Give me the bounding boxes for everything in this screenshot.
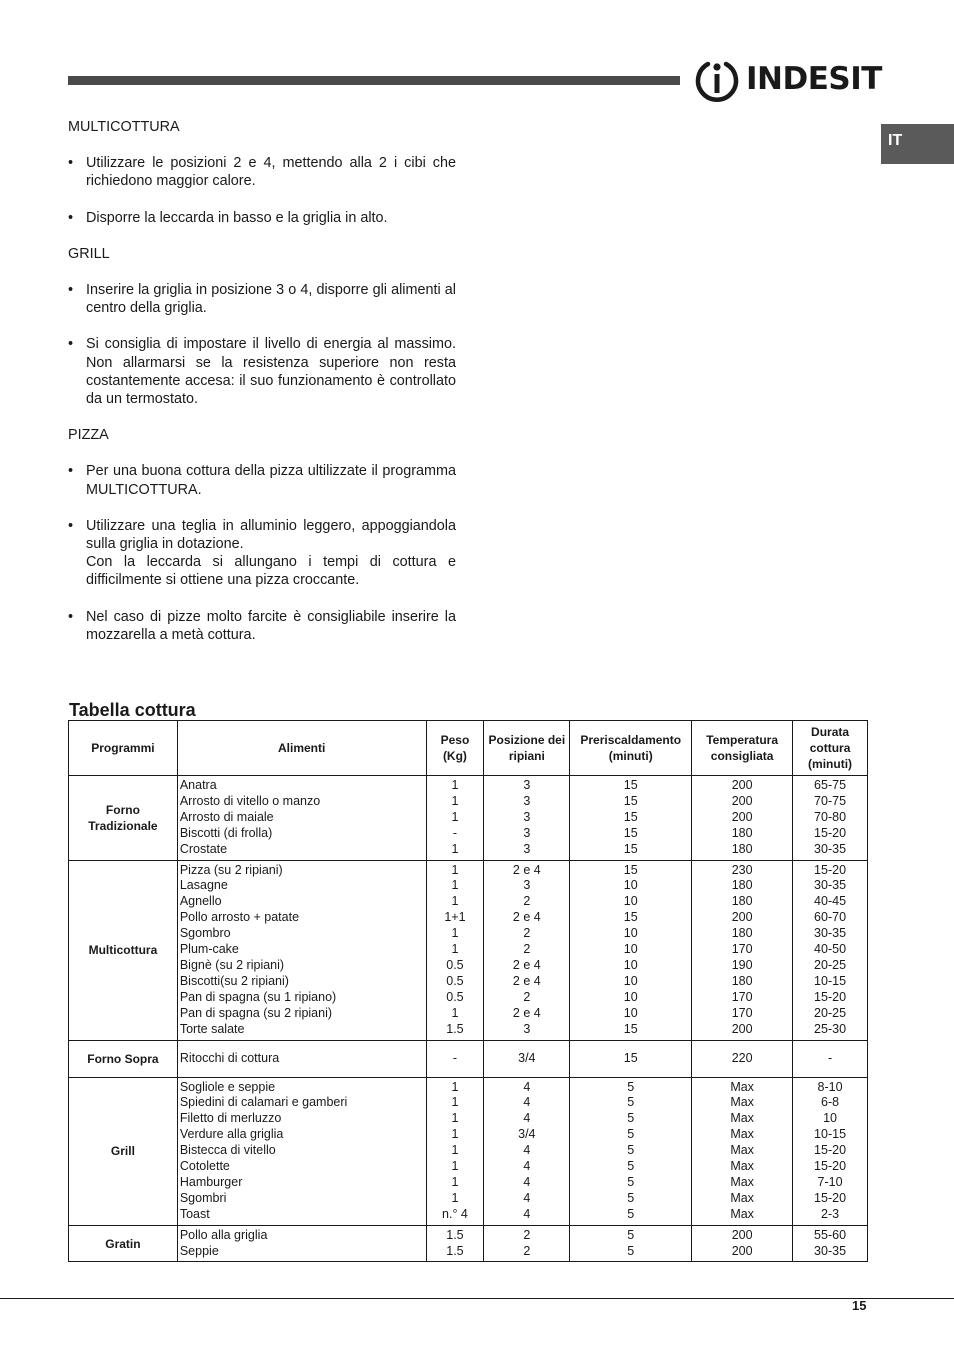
- cell-preriscaldamento: [570, 860, 692, 1040]
- cell-value: 2: [523, 989, 531, 1004]
- bullet-icon: •: [68, 517, 74, 534]
- cell-value: Bignè (su 2 ripiani): [179, 957, 285, 972]
- cell-posizione: [484, 1040, 570, 1077]
- indesit-logo-icon: [694, 56, 740, 102]
- cell-value: 3: [523, 825, 531, 840]
- cell-value: Pollo alla griglia: [179, 1227, 268, 1242]
- cell-value: 5: [627, 1079, 635, 1094]
- cell-value: 220: [731, 1050, 753, 1065]
- cell-value: 3/4: [518, 1050, 536, 1065]
- cell-value: 1: [451, 1159, 459, 1174]
- cell-value: 6-8: [821, 1095, 840, 1110]
- header-alimenti: Alimenti: [177, 721, 426, 776]
- cooking-table: [68, 720, 868, 1262]
- cell-value: Spiedini di calamari e gamberi: [179, 1095, 348, 1110]
- cell-value: Crostate: [179, 841, 228, 856]
- cell-value: 15: [623, 1021, 638, 1036]
- cell-value: 10-15: [814, 1127, 847, 1142]
- cell-value: 30-35: [814, 841, 847, 856]
- cell-value: Sgombro: [179, 926, 231, 941]
- bullet-icon: •: [68, 209, 74, 226]
- cell-temperatura: [692, 860, 793, 1040]
- cell-value: 10: [623, 957, 638, 972]
- table-row: [69, 1225, 868, 1262]
- cell-value: 170: [731, 942, 753, 957]
- section-title: PIZZA: [68, 427, 109, 444]
- cell-value: Max: [730, 1206, 754, 1221]
- bullet-paragraph: Si consiglia di impostare il livello di energia al massimo. Non allarmarsi se la resistenza superiore non resta costantemente accesa: il suo funzionamento è controllato da un termostato.: [86, 336, 456, 408]
- cell-value: 180: [731, 825, 753, 840]
- cell-value: Max: [730, 1159, 754, 1174]
- bullet-item: [68, 281, 456, 317]
- bullet-text: [86, 335, 456, 408]
- table-row: [69, 776, 868, 861]
- bullet-icon: •: [68, 608, 74, 625]
- cell-value: 180: [731, 841, 753, 856]
- cell-preriscaldamento: [570, 1225, 692, 1262]
- table-row: [69, 1077, 868, 1225]
- cell-value: 2: [523, 942, 531, 957]
- page-number: 15: [852, 1298, 867, 1313]
- cell-value: 15-20: [814, 989, 847, 1004]
- cell-value: 2 e 4: [512, 973, 541, 988]
- cell-value: 4: [523, 1190, 531, 1205]
- cell-value: 180: [731, 894, 753, 909]
- cell-value: 30-35: [814, 1243, 847, 1258]
- cell-value: 2: [523, 894, 531, 909]
- cell-value: 1: [451, 1190, 459, 1205]
- cell-value: 20-25: [814, 1005, 847, 1020]
- cell-value: Max: [730, 1095, 754, 1110]
- cell-value: 2 e 4: [512, 957, 541, 972]
- cell-value: 15-20: [814, 1159, 847, 1174]
- cell-value: Toast: [179, 1206, 210, 1221]
- cell-value: Filetto di merluzzo: [179, 1111, 282, 1126]
- cell-value: 4: [523, 1079, 531, 1094]
- cell-value: 15-20: [814, 1143, 847, 1158]
- cell-value: 5: [627, 1243, 635, 1258]
- table-row: [69, 1040, 868, 1077]
- cell-value: 170: [731, 1005, 753, 1020]
- cell-value: 15: [623, 841, 638, 856]
- cell-foods: [177, 860, 426, 1040]
- cell-value: 180: [731, 878, 753, 893]
- cell-value: 15: [623, 778, 638, 792]
- cell-value: 1.5: [446, 1021, 464, 1036]
- header-peso: Peso (Kg): [426, 721, 484, 776]
- cell-value: -: [827, 1050, 833, 1065]
- cell-value: 20-25: [814, 957, 847, 972]
- bullet-text: [86, 281, 456, 317]
- bullet-icon: •: [68, 336, 74, 353]
- cell-value: 1: [451, 862, 459, 877]
- bullet-text: [86, 209, 456, 227]
- cell-value: Max: [730, 1174, 754, 1189]
- cell-value: 1: [451, 1111, 459, 1126]
- header-programmi: Programmi: [69, 721, 178, 776]
- cell-value: Cotolette: [179, 1159, 230, 1174]
- section-title: GRILL: [68, 245, 110, 262]
- cell-value: 1: [451, 1174, 459, 1189]
- cell-value: 1: [451, 1143, 459, 1158]
- cell-value: Arrosto di vitello o manzo: [179, 793, 321, 808]
- bullet-item: [68, 209, 456, 227]
- cell-value: 15: [623, 809, 638, 824]
- cell-durata: [793, 776, 868, 861]
- cell-value: 70-75: [814, 793, 847, 808]
- bullet-item: [68, 517, 456, 590]
- cell-value: 200: [731, 778, 753, 792]
- program-cell: Forno Tradizionale: [69, 776, 178, 861]
- cell-temperatura: [692, 1040, 793, 1077]
- cell-value: 2 e 4: [512, 910, 541, 925]
- cell-value: 15-20: [814, 862, 847, 877]
- cell-value: 3: [523, 809, 531, 824]
- cell-value: 1.5: [446, 1227, 464, 1242]
- table-row: [69, 860, 868, 1040]
- bullet-paragraph: Per una buona cottura della pizza ultilizzate il programma MULTICOTTURA.: [86, 463, 456, 498]
- program-cell: Grill: [69, 1077, 178, 1225]
- bullet-paragraph: Disporre la leccarda in basso e la griglia in alto.: [86, 209, 388, 226]
- cell-value: Biscotti(su 2 ripiani): [179, 973, 289, 988]
- cell-value: 1: [451, 793, 459, 808]
- cell-peso: [426, 1225, 484, 1262]
- cell-value: 65-75: [814, 778, 847, 792]
- cell-value: 10: [823, 1111, 837, 1126]
- cell-peso: [426, 776, 484, 861]
- cell-foods: [177, 1225, 426, 1262]
- cell-value: 10: [623, 989, 638, 1004]
- cell-value: 30-35: [814, 878, 847, 893]
- cell-posizione: [484, 776, 570, 861]
- cell-temperatura: [692, 1225, 793, 1262]
- cell-value: 1: [451, 878, 459, 893]
- cell-value: 60-70: [814, 910, 847, 925]
- cell-value: 2 e 4: [512, 1005, 541, 1020]
- language-tab: IT: [881, 124, 954, 164]
- cell-value: 1: [451, 894, 459, 909]
- cell-value: 30-35: [814, 926, 847, 941]
- cell-value: 4: [523, 1174, 531, 1189]
- cell-preriscaldamento: [570, 1077, 692, 1225]
- cell-value: 5: [627, 1143, 635, 1158]
- bullet-text: [86, 154, 456, 190]
- cell-value: 10: [623, 1005, 638, 1020]
- bullet-icon: •: [68, 463, 74, 480]
- cell-value: 5: [627, 1111, 635, 1126]
- header-preriscaldamento: Preriscaldamento (minuti): [570, 721, 692, 776]
- bullet-paragraph: Utilizzare le posizioni 2 e 4, mettendo alla 2 i cibi che richiedono maggior calore.: [86, 155, 456, 190]
- section-title: MULTICOTTURA: [68, 119, 180, 135]
- cell-value: Pollo arrosto + patate: [179, 910, 300, 925]
- cell-value: Hamburger: [179, 1174, 243, 1189]
- cell-value: 200: [731, 793, 753, 808]
- cell-value: 200: [731, 809, 753, 824]
- cell-durata: [793, 1225, 868, 1262]
- cell-value: Sgombri: [179, 1190, 227, 1205]
- cell-value: 40-50: [814, 942, 847, 957]
- cell-value: Biscotti (di frolla): [179, 825, 273, 840]
- cell-value: 10: [623, 878, 638, 893]
- cell-value: 200: [731, 910, 753, 925]
- cell-value: 5: [627, 1159, 635, 1174]
- bullet-item: [68, 608, 456, 644]
- cell-value: Arrosto di maiale: [179, 809, 274, 824]
- program-cell: Forno Sopra: [69, 1040, 178, 1077]
- cell-value: 15-20: [814, 825, 847, 840]
- cell-value: 3/4: [518, 1127, 536, 1142]
- header-posizione: Posizione dei ripiani: [484, 721, 570, 776]
- cell-value: 200: [731, 1021, 753, 1036]
- cell-value: 190: [731, 957, 753, 972]
- cell-posizione: [484, 860, 570, 1040]
- cell-value: 3: [523, 1021, 531, 1036]
- bullet-item: [68, 335, 456, 408]
- cell-value: 10: [623, 973, 638, 988]
- cell-value: 40-45: [814, 894, 847, 909]
- cell-value: 5: [627, 1127, 635, 1142]
- cell-value: 200: [731, 1243, 753, 1258]
- cell-foods: [177, 1077, 426, 1225]
- cell-value: 15-20: [814, 1190, 847, 1205]
- cell-value: 5: [627, 1095, 635, 1110]
- cell-value: 230: [731, 862, 753, 877]
- cell-value: 5: [627, 1227, 635, 1242]
- footer-rule: [0, 1298, 954, 1299]
- bullet-text: [86, 517, 456, 590]
- cell-value: 3: [523, 793, 531, 808]
- cell-value: 4: [523, 1095, 531, 1110]
- cell-value: 4: [523, 1143, 531, 1158]
- cell-value: Anatra: [179, 778, 217, 792]
- cell-value: Pan di spagna (su 1 ripiano): [179, 989, 337, 1004]
- bullet-paragraph: Nel caso di pizze molto farcite è consigliabile inserire la mozzarella a metà cottura.: [86, 608, 456, 643]
- cell-value: 1: [451, 841, 459, 856]
- cell-value: 2-3: [821, 1206, 840, 1221]
- instructions-column: [68, 118, 456, 662]
- cell-value: 15: [623, 793, 638, 808]
- cell-value: 2: [523, 1243, 531, 1258]
- brand-name: INDESIT: [746, 61, 882, 97]
- cell-posizione: [484, 1077, 570, 1225]
- cell-value: Pizza (su 2 ripiani): [179, 862, 283, 877]
- cell-value: 2: [523, 1227, 531, 1242]
- cell-value: 10: [623, 894, 638, 909]
- cell-value: 1: [451, 809, 459, 824]
- cell-value: Torte salate: [179, 1021, 245, 1036]
- cell-value: Ritocchi di cottura: [179, 1050, 280, 1065]
- bullet-paragraph: Inserire la griglia in posizione 3 o 4, disporre gli alimenti al centro della griglia.: [86, 282, 456, 317]
- cell-value: Agnello: [179, 894, 222, 909]
- bullet-icon: •: [68, 155, 74, 172]
- cell-value: Max: [730, 1190, 754, 1205]
- cell-value: 1: [451, 1005, 459, 1020]
- cell-value: 15: [623, 862, 638, 877]
- cell-value: 15: [623, 1050, 638, 1065]
- bullet-icon: •: [68, 282, 74, 299]
- cell-value: Bistecca di vitello: [179, 1143, 276, 1158]
- header-bar: [68, 76, 680, 85]
- cell-value: 7-10: [817, 1174, 843, 1189]
- cell-value: -: [452, 1050, 458, 1065]
- cell-value: 70-80: [814, 809, 847, 824]
- cell-value: 15: [623, 910, 638, 925]
- cell-foods: [177, 776, 426, 861]
- cell-value: 2 e 4: [512, 862, 541, 877]
- cell-foods: [177, 1040, 426, 1077]
- cell-value: Max: [730, 1143, 754, 1158]
- cell-value: -: [452, 825, 458, 840]
- cell-value: 2: [523, 926, 531, 941]
- cell-value: 5: [627, 1174, 635, 1189]
- cell-value: 5: [627, 1190, 635, 1205]
- cell-value: Max: [730, 1079, 754, 1094]
- cell-temperatura: [692, 776, 793, 861]
- cell-value: Verdure alla griglia: [179, 1127, 284, 1142]
- cell-value: 3: [523, 778, 531, 792]
- cell-value: 1: [451, 1095, 459, 1110]
- cell-value: 4: [523, 1111, 531, 1126]
- cell-value: Lasagne: [179, 878, 228, 893]
- cell-value: 15: [623, 825, 638, 840]
- cell-value: 1: [451, 1127, 459, 1142]
- cell-value: 1: [451, 942, 459, 957]
- cell-value: 0.5: [446, 957, 464, 972]
- cell-value: Seppie: [179, 1243, 219, 1258]
- cell-durata: [793, 860, 868, 1040]
- cell-value: 10: [623, 926, 638, 941]
- cell-peso: [426, 860, 484, 1040]
- cell-value: 1+1: [444, 910, 466, 925]
- cell-value: 55-60: [814, 1227, 847, 1242]
- cell-value: Plum-cake: [179, 942, 239, 957]
- brand-logo: [694, 56, 882, 102]
- cell-value: 5: [627, 1206, 635, 1221]
- cell-value: 170: [731, 989, 753, 1004]
- bullet-item: [68, 154, 456, 190]
- cell-value: 0.5: [446, 973, 464, 988]
- program-cell: Multicottura: [69, 860, 178, 1040]
- cell-value: 8-10: [817, 1079, 843, 1094]
- table-header-row: [69, 721, 868, 776]
- cell-preriscaldamento: [570, 1040, 692, 1077]
- cell-value: 180: [731, 973, 753, 988]
- cell-value: Pan di spagna (su 2 ripiani): [179, 1005, 333, 1020]
- cell-value: 1: [451, 778, 459, 792]
- cell-value: 3: [523, 878, 531, 893]
- cell-value: n.° 4: [442, 1206, 468, 1221]
- header-durata: Durata cottura (minuti): [793, 721, 868, 776]
- cell-value: 3: [523, 841, 531, 856]
- cell-value: 10: [623, 942, 638, 957]
- cell-durata: [793, 1040, 868, 1077]
- cell-value: 1: [451, 926, 459, 941]
- cell-value: 180: [731, 926, 753, 941]
- cell-durata: [793, 1077, 868, 1225]
- cell-value: 4: [523, 1206, 531, 1221]
- cell-preriscaldamento: [570, 776, 692, 861]
- program-cell: Gratin: [69, 1225, 178, 1262]
- cell-value: 25-30: [814, 1021, 847, 1036]
- cell-value: Max: [730, 1127, 754, 1142]
- cell-value: 200: [731, 1227, 753, 1242]
- cell-value: 0.5: [446, 989, 464, 1004]
- bullet-paragraph: Utilizzare una teglia in alluminio leggero, appoggiandola sulla griglia in dotazione.: [86, 517, 456, 553]
- header-temperatura: Temperatura consigliata: [692, 721, 793, 776]
- cell-value: 10-15: [814, 973, 847, 988]
- cell-peso: [426, 1040, 484, 1077]
- cell-value: 4: [523, 1159, 531, 1174]
- cell-value: Max: [730, 1111, 754, 1126]
- bullet-text: [86, 462, 456, 498]
- cell-value: 1.5: [446, 1243, 464, 1258]
- bullet-paragraph: Con la leccarda si allungano i tempi di cottura e difficilmente si ottiene una pizza croccante.: [86, 554, 456, 589]
- bullet-text: [86, 608, 456, 644]
- cell-value: 1: [451, 1079, 459, 1094]
- cell-posizione: [484, 1225, 570, 1262]
- cell-peso: [426, 1077, 484, 1225]
- bullet-item: [68, 462, 456, 498]
- cell-temperatura: [692, 1077, 793, 1225]
- cell-value: Sogliole e seppie: [179, 1079, 276, 1094]
- table-title: Tabella cottura: [69, 700, 196, 720]
